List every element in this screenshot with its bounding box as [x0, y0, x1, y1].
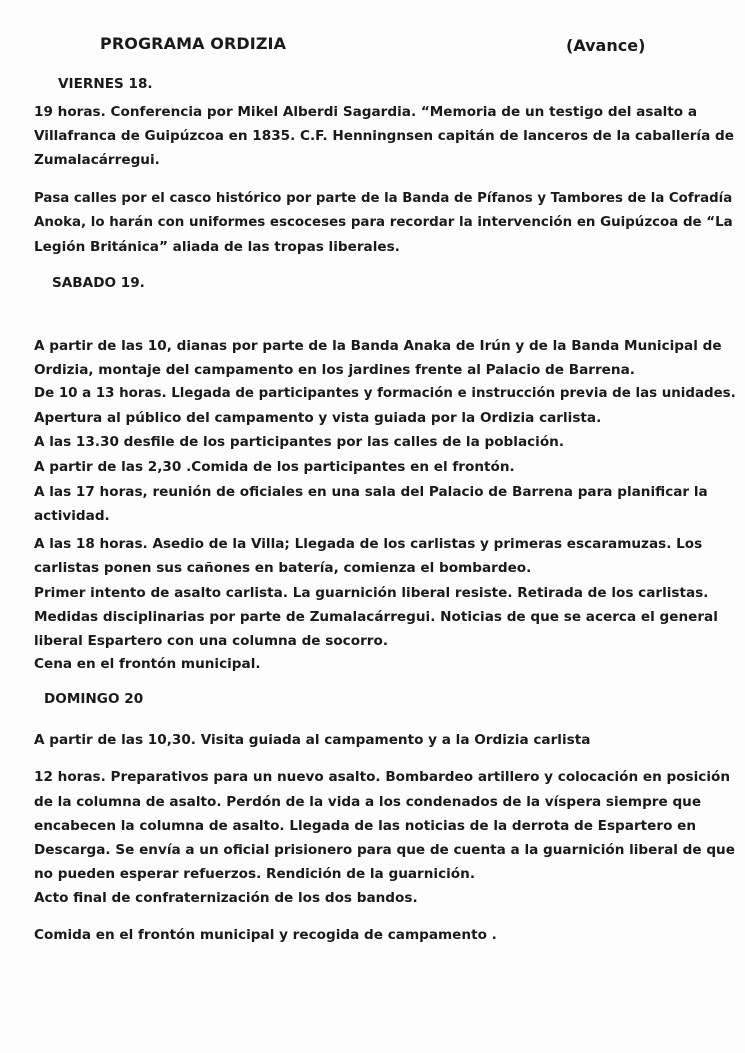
- day-heading-domingo: DOMINGO 20: [44, 691, 144, 707]
- paragraph-line: A partir de las 2,30 .Comida de los participantes en el frontón.: [34, 459, 515, 475]
- paragraph-line: carlistas ponen sus cañones en batería, comienza el bombardeo.: [34, 560, 532, 576]
- paragraph-line: Comida en el frontón municipal y recogida de campamento .: [34, 927, 497, 943]
- paragraph-line: Zumalacárregui.: [34, 152, 160, 168]
- paragraph-line: Ordizia, montaje del campamento en los jardines frente al Palacio de Barrena.: [34, 362, 635, 378]
- paragraph-line: Villafranca de Guipúzcoa en 1835. C.F. Henningnsen capitán de lanceros de la caballería de: [34, 128, 734, 144]
- paragraph-line: A las 18 horas. Asedio de la Villa; Llegada de los carlistas y primeras escaramuzas. Los: [34, 536, 703, 552]
- paragraph-line: liberal Espartero con una columna de socorro.: [34, 633, 388, 649]
- paragraph-line: A partir de las 10,30. Visita guiada al campamento y a la Ordizia carlista: [34, 732, 591, 748]
- paragraph-line: de la columna de asalto. Perdón de la vida a los condenados de la víspera siempre que: [34, 794, 702, 810]
- paragraph-line: Apertura al público del campamento y vista guiada por la Ordizia carlista.: [34, 410, 602, 426]
- paragraph-line: Anoka, lo harán con uniformes escoceses para recordar la intervención en Guipúzcoa de “La: [34, 215, 733, 230]
- paragraph-line: De 10 a 13 horas. Llegada de participantes y formación e instrucción previa de las unidades.: [34, 386, 736, 401]
- paragraph-line: Cena en el frontón municipal.: [34, 656, 261, 672]
- document-header: [0, 34, 745, 60]
- paragraph-line: Pasa calles por el casco histórico por parte de la Banda de Pífanos y Tambores de la Cofradía: [34, 191, 733, 206]
- paragraph-line: A las 17 horas, reunión de oficiales en una sala del Palacio de Barrena para planificar la: [34, 484, 708, 500]
- paragraph-line: encabecen la columna de asalto. Llegada de las noticias de la derrota de Espartero en: [34, 818, 697, 834]
- paragraph-line: no pueden esperar refuerzos. Rendición de la guarnición.: [34, 866, 475, 882]
- paragraph-line: Acto final de confraternización de los dos bandos.: [34, 890, 418, 906]
- paragraph-line: 12 horas. Preparativos para un nuevo asalto. Bombardeo artillero y colocación en posición: [34, 769, 731, 785]
- day-heading-sabado: SABADO 19.: [52, 275, 145, 291]
- paragraph-line: Descarga. Se envía a un oficial prisionero para que de cuenta a la guarnición liberal de que: [34, 842, 735, 858]
- paragraph-line: actividad.: [34, 508, 110, 524]
- day-heading-viernes: VIERNES 18.: [58, 76, 153, 92]
- paragraph-line: A partir de las 10, dianas por parte de la Banda Anaka de Irún y de la Banda Municipal de: [34, 338, 722, 354]
- paragraph-line: 19 horas. Conferencia por Mikel Alberdi Sagardia. “Memoria de un testigo del asalto a: [34, 104, 698, 120]
- paragraph-line: Medidas disciplinarias por parte de Zumalacárregui. Noticias de que se acerca el general: [34, 609, 718, 625]
- document-title: PROGRAMA ORDIZIA: [100, 34, 287, 53]
- paragraph-line: Primer intento de asalto carlista. La guarnición liberal resiste. Retirada de los carlistas.: [34, 585, 709, 601]
- document-subtitle: (Avance): [566, 36, 646, 55]
- paragraph-line: Legión Británica” aliada de las tropas liberales.: [34, 239, 400, 255]
- paragraph-line: A las 13.30 desfile de los participantes por las calles de la población.: [34, 434, 565, 450]
